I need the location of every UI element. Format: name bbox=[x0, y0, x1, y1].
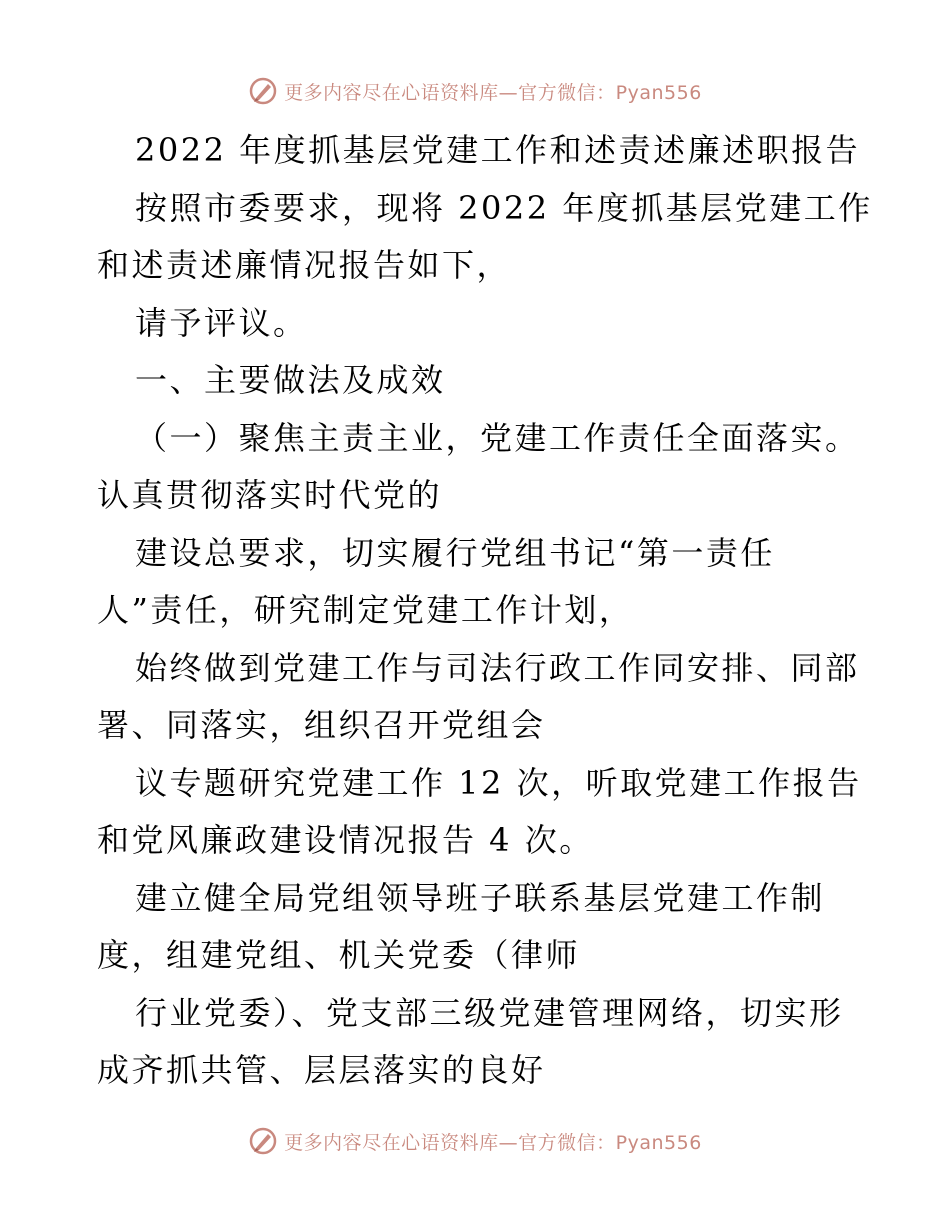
text-line: 议专题研究党建工作 12 次，听取党建工作报告 bbox=[135, 763, 862, 802]
watermark-text: 更多内容尽在心语资料库—官方微信：Pyan556 bbox=[284, 81, 702, 104]
document-body bbox=[97, 122, 873, 1100]
text-line: 人”责任，研究制定党建工作计划， bbox=[97, 591, 634, 629]
text-line: 和述责述廉情况报告如下， bbox=[97, 246, 512, 284]
text-line: 建立健全局党组领导班子联系基层党建工作制 bbox=[135, 878, 826, 917]
text-line: 行业党委）、党支部三级党建管理网络，切实形 bbox=[135, 993, 844, 1032]
pen-logo-icon bbox=[248, 1126, 278, 1156]
text-line: 认真贯彻落实时代党的 bbox=[97, 476, 443, 514]
text-line: 请予评议。 bbox=[135, 303, 308, 342]
pen-logo-icon bbox=[248, 76, 278, 106]
text-line: 成齐抓共管、层层落实的良好 bbox=[97, 1051, 546, 1089]
text-line: 和党风廉政建设情况报告 4 次。 bbox=[97, 821, 594, 859]
text-line: 一、主要做法及成效 bbox=[135, 361, 446, 399]
watermark-header bbox=[0, 74, 950, 108]
text-line: 署、同落实，组织召开党组会 bbox=[97, 706, 546, 744]
text-line: 按照市委要求，现将 2022 年度抓基层党建工作 bbox=[135, 188, 873, 227]
text-line: （一）聚焦主责主业，党建工作责任全面落实。 bbox=[135, 418, 860, 457]
text-line: 建设总要求，切实履行党组书记“第一责任 bbox=[135, 533, 775, 572]
watermark-text: 更多内容尽在心语资料库—官方微信：Pyan556 bbox=[284, 1131, 702, 1154]
text-line: 度，组建党组、机关党委（律师 bbox=[97, 936, 581, 974]
text-line: 始终做到党建工作与司法行政工作同安排、同部 bbox=[135, 648, 860, 687]
text-line: 2022 年度抓基层党建工作和述责述廉述职报告 bbox=[135, 131, 861, 169]
watermark-footer bbox=[0, 1124, 950, 1158]
